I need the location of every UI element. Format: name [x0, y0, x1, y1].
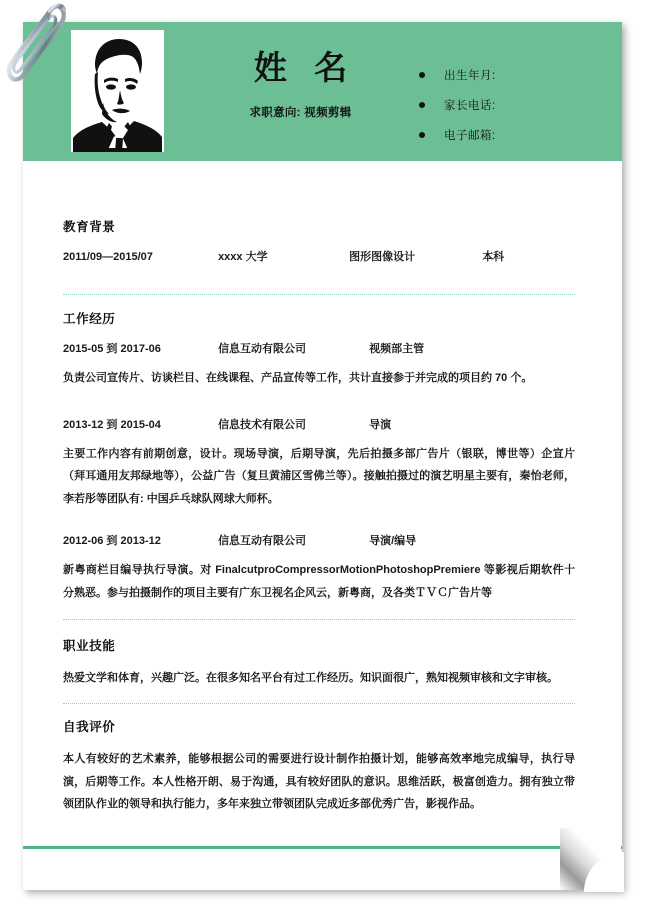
contact-item-guardian-phone [419, 90, 496, 120]
education-row [63, 248, 575, 264]
avatar [71, 30, 164, 152]
section-skills [63, 636, 575, 690]
self-evaluation-description: 本人有较好的艺术素养，能够根据公司的需要进行设计制作拍摄计划，能够高效率地完成编导，执行导演，后期等工作。本人性格开朗、易于沟通，具有较好团队的意识。思维活跃，极富创造力。拥有独立带领团队作业的领导和执行能力，多年来独立带领团队完成近多部优秀广告，影视作品。 [63, 753, 575, 811]
work-entry [63, 532, 575, 604]
contact-label: 出生年月: [444, 70, 496, 82]
work-entry [63, 340, 575, 390]
contact-item-birthdate [419, 60, 496, 90]
section-education [63, 217, 575, 264]
work-company: 信息技术有限公司 [218, 418, 307, 431]
work-meta-row [63, 416, 575, 432]
work-position: 导演/编导 [369, 535, 417, 548]
education-date: 2011/09—2015/07 [63, 251, 153, 263]
work-date: 2012-06 到 2013-12 [63, 535, 161, 548]
divider [63, 294, 575, 295]
contact-item-email [419, 120, 496, 150]
work-position: 视频部主管 [369, 343, 425, 355]
work-date: 2013-12 到 2015-04 [63, 418, 161, 431]
divider [63, 619, 575, 620]
resume-body [23, 161, 622, 890]
resume-page [23, 22, 622, 890]
section-self-evaluation [63, 717, 575, 816]
section-work-experience [63, 309, 575, 622]
skills-description: 热爱文学和体育，兴趣广泛。在很多知名平台有过工作经历。知识面很广，熟知视频审核和文字审核。 [63, 672, 558, 684]
work-meta-row [63, 340, 575, 356]
work-date: 2015-05 到 2017-06 [63, 343, 161, 355]
education-degree: 本科 [482, 251, 505, 263]
portrait-photo-icon [71, 30, 164, 152]
contact-label: 电子邮箱: [444, 130, 496, 142]
section-title-self-evaluation: 自我评价 [63, 720, 116, 734]
education-major: 图形图像设计 [349, 251, 416, 263]
bullet-icon [419, 102, 425, 108]
education-school: xxxx 大学 [218, 251, 268, 263]
applicant-name: 姓 名 [253, 49, 357, 86]
work-description: 负责公司宣传片、访谈栏目、在线课程、产品宣传等工作，共计直接参于并完成的项目约 70 个。 [63, 372, 533, 384]
section-title-education: 教育背景 [63, 220, 116, 234]
work-company: 信息互动有限公司 [218, 535, 307, 548]
contact-label: 家长电话: [444, 100, 496, 112]
work-company: 信息互动有限公司 [218, 343, 307, 355]
work-description: 新粤商栏目编导执行导演。对 FinalcutproCompressorMotionPhotoshopPremiere 等影视后期软件十分熟恶。参与拍摄制作的项目主要有广东卫视名企风云，新粤商，及各类ＴＶＣ广告片等 [63, 564, 575, 599]
work-meta-row [63, 532, 575, 548]
work-position: 导演 [369, 418, 392, 431]
bottom-accent-rule [23, 846, 622, 849]
work-entry [63, 416, 575, 511]
section-title-work: 工作经历 [63, 312, 116, 326]
bullet-icon [419, 72, 425, 78]
section-title-skills: 职业技能 [63, 639, 116, 653]
bullet-icon [419, 132, 425, 138]
identity-block [198, 47, 403, 120]
work-description: 主要工作内容有前期创意，设计。现场导演，后期导演，先后拍摄多部广告片（银联，博世等）企宣片（拜耳通用友邦绿地等），公益广告（复旦黄浦区雪佛兰等）。接触拍摄过的演艺明星主要有，秦怡老师，李若彤等团队有: 中国乒乓球队网球大师杯。 [63, 447, 575, 505]
contact-list [419, 60, 496, 150]
divider [63, 703, 575, 704]
resume-header [23, 22, 622, 161]
job-objective: 求职意向: 视频剪辑 [249, 107, 352, 120]
